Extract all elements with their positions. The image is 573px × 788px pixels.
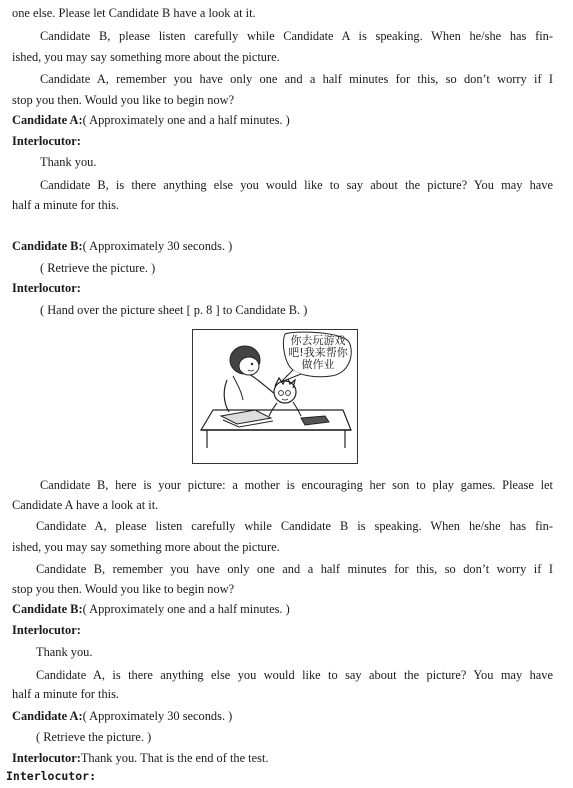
stage-direction: ( Approximately one and a half minutes. ) xyxy=(82,602,290,616)
text-line: Candidate A have a look at it. xyxy=(12,498,159,512)
text-line: Candidate B, please listen carefully while Candidate A is speaking. When he/she has fin- xyxy=(40,29,553,43)
text-line: Thank you. xyxy=(36,645,93,659)
speaker-line xyxy=(12,239,232,254)
text-line: Candidate B, here is your picture: a mother is encouraging her son to play games. Please let xyxy=(40,478,553,492)
text-line: one else. Please let Candidate B have a look at it. xyxy=(12,6,256,20)
dialogue-text: Thank you. That is the end of the test. xyxy=(80,751,269,765)
stage-direction: ( Approximately 30 seconds. ) xyxy=(82,709,233,723)
text-line: Candidate B, remember you have only one and a half minutes for this, so don’t worry if I xyxy=(36,562,553,576)
text-line: ished, you may say something more about the picture. xyxy=(12,50,280,64)
speech-bubble-line: 做作业 xyxy=(301,358,335,371)
speaker-label: Interlocutor: xyxy=(12,134,81,148)
stage-direction: ( Retrieve the picture. ) xyxy=(40,261,156,275)
speaker-label: Candidate B: xyxy=(12,602,83,616)
text-line: stop you then. Would you like to begin now? xyxy=(12,582,235,596)
text-line: Thank you. xyxy=(40,155,97,169)
speaker-line xyxy=(12,602,290,617)
speaker-label: Candidate B: xyxy=(12,239,83,253)
text-line: stop you then. Would you like to begin now? xyxy=(12,93,235,107)
speaker-line xyxy=(12,751,268,766)
text-line: Candidate B, is there anything else you would like to say about the picture? You may have xyxy=(40,178,553,192)
picture-sheet-illustration xyxy=(192,329,358,464)
speaker-label: Interlocutor: xyxy=(12,751,81,765)
text-line: ished, you may say something more about the picture. xyxy=(12,540,280,554)
speaker-label: Interlocutor: xyxy=(12,281,81,295)
text-line: Candidate A, is there anything else you would like to say about the picture? You may have xyxy=(36,668,553,682)
speaker-label: Candidate A: xyxy=(12,113,83,127)
speaker-line xyxy=(12,113,290,128)
stage-direction: ( Approximately 30 seconds. ) xyxy=(82,239,233,253)
stage-direction: ( Retrieve the picture. ) xyxy=(36,730,152,744)
text-line: Candidate A, please listen carefully while Candidate B is speaking. When he/she has fin- xyxy=(36,519,553,533)
text-line: Candidate A, remember you have only one and a half minutes for this, so don’t worry if I xyxy=(40,72,553,86)
speech-bubble-line: 吧!我来帮你 xyxy=(288,346,348,359)
speaker-label-mono: Interlocutor: xyxy=(6,769,97,783)
text-line: half a minute for this. xyxy=(12,198,120,212)
speech-bubble-text xyxy=(287,335,349,371)
speaker-label: Candidate A: xyxy=(12,709,83,723)
speaker-line xyxy=(12,709,232,724)
speech-bubble-line: 你去玩游戏 xyxy=(290,334,346,347)
speaker-label: Interlocutor: xyxy=(12,623,81,637)
stage-direction: ( Hand over the picture sheet [ p. 8 ] to Candidate B. ) xyxy=(40,303,308,317)
stage-direction: ( Approximately one and a half minutes. ) xyxy=(82,113,290,127)
text-line: half a minute for this. xyxy=(12,687,120,701)
